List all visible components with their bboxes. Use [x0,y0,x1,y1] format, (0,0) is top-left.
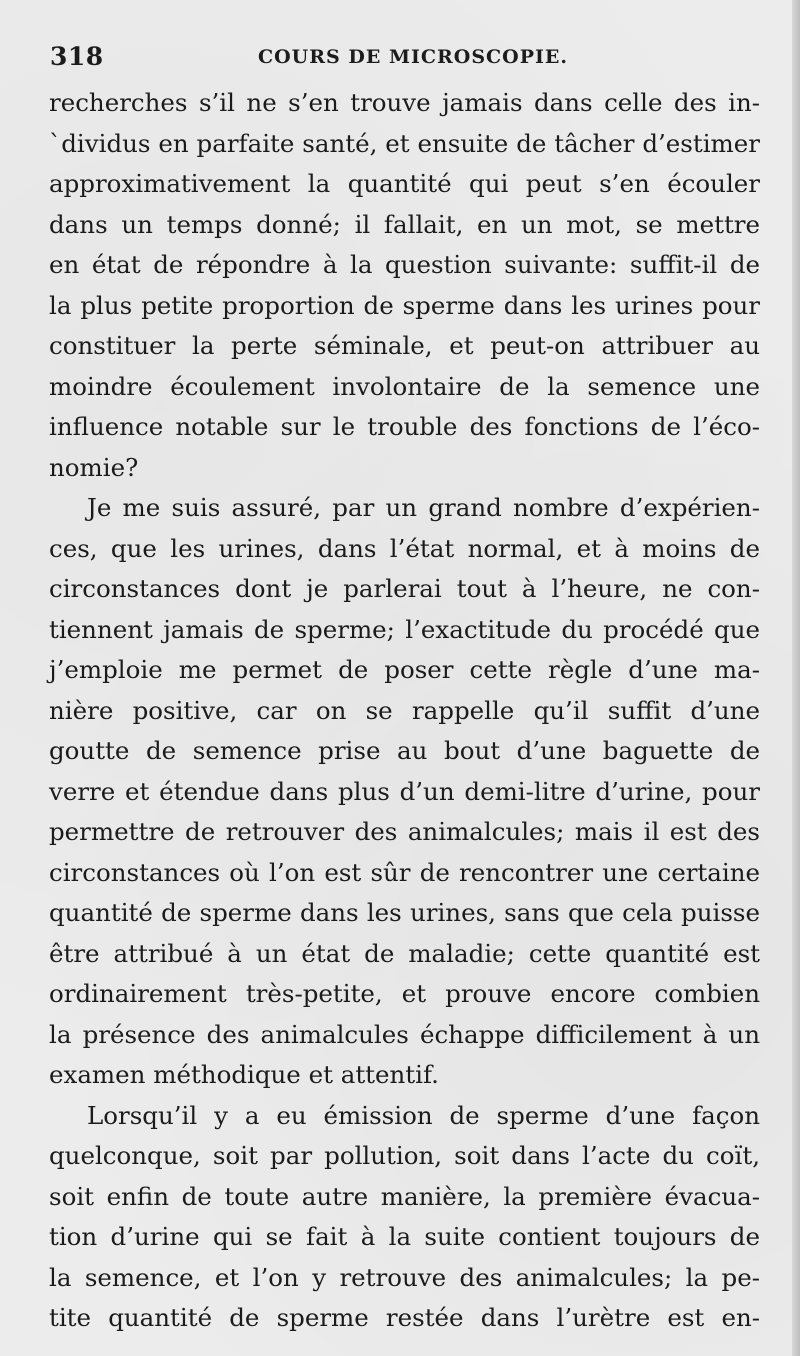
text-line: goutte de semence prise au bout d’une baguette de [49,736,760,765]
text-line: tion d’urine qui se fait à la suite contient toujours de [49,1222,760,1251]
text-line: quantité de sperme dans les urines, sans que cela puisse [49,898,760,927]
text-line: examen méthodique et attentif. [49,1060,439,1089]
text-line: permettre de retrouver des animalcules; mais il est des [49,817,760,846]
page-header [50,40,760,80]
text-line: la semence, et l’on y retrouve des animalcules; la pe- [49,1262,760,1292]
text-line: en état de répondre à la question suivante: suffit-il de [49,250,760,279]
text-line: ordinairement très-petite, et prouve encore combien [49,979,760,1008]
paragraph-1 [49,83,760,488]
text-line: approximativement la quantité qui peut s’en écouler [49,169,760,198]
text-line: verre et étendue dans plus d’un demi-litre d’urine, pour [49,776,760,806]
page-edge-shadow [792,0,800,1356]
paragraph-3 [49,1096,760,1339]
text-line: Lorsqu’il y a eu émission de sperme d’une façon [87,1100,760,1130]
body-text [49,83,760,1339]
text-line: moindre écoulement involontaire de la semence une [49,371,760,401]
text-line: j’emploie me permet de poser cette règle d’une ma- [49,655,760,684]
text-line: la plus petite proportion de sperme dans les urines pour [49,290,760,320]
paragraph-2 [49,488,760,1096]
text-line: influence notable sur le trouble des fonctions de l’éco- [49,412,760,441]
text-line: dans un temps donné; il fallait, en un mot, se mettre [49,209,760,239]
text-line: être attribué à un état de maladie; cette quantité est [49,938,760,968]
text-line: tite quantité de sperme restée dans l’urètre est en- [49,1303,760,1332]
page-number: 318 [50,42,104,71]
text-line: Je me suis assuré, par un grand nombre d’expérien- [87,493,760,522]
text-line: quelconque, soit par pollution, soit dans l’acte du coït, [49,1141,760,1170]
text-line: circonstances où l’on est sûr de rencontrer une certaine [49,857,760,887]
text-line: la présence des animalcules échappe difficilement à un [49,1019,760,1049]
text-line: nière positive, car on se rappelle qu’il suffit d’une [49,695,760,725]
text-line: recherches s’il ne s’en trouve jamais dans celle des in- [49,88,760,117]
text-line: constituer la perte séminale, et peut-on attribuer au [49,331,760,360]
text-line: ces, que les urines, dans l’état normal, et à moins de [49,533,760,563]
text-line: tiennent jamais de sperme; l’exactitude du procédé que [49,614,760,644]
running-title: COURS DE MICROSCOPIE. [258,46,568,68]
text-line: soit enfin de toute autre manière, la première évacua- [49,1181,760,1211]
text-line: circonstances dont je parlerai tout à l’heure, ne con- [49,574,760,603]
text-line: nomie? [49,452,139,482]
text-line: `dividus en parfaite santé, et ensuite de tâcher d’estimer [49,128,760,158]
